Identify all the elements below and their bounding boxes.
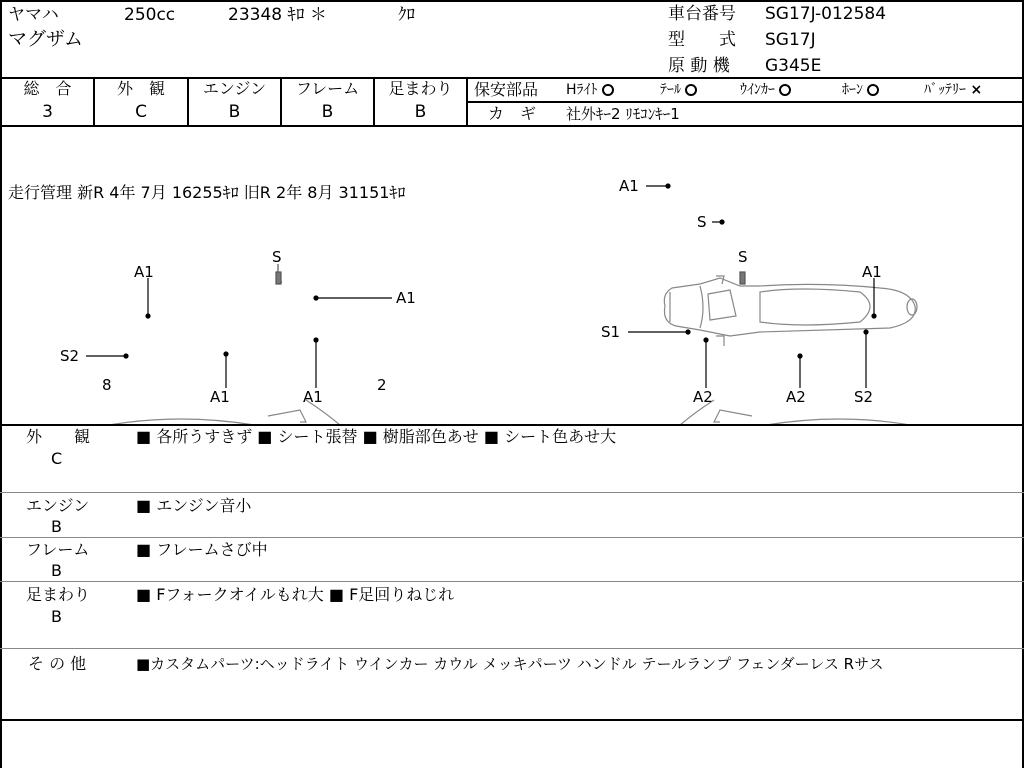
safety-battery: ﾊﾞｯﾃﾘｰ × <box>924 82 983 98</box>
rule <box>0 492 1024 493</box>
diagram-label: S <box>697 213 707 231</box>
engine-grade-label: エンジン <box>202 79 267 98</box>
remark-text: ■カスタムパーツ:ヘッドライト ウインカー カウル メッキパーツ ハンドル テールランプ フェンダーレス Rサス <box>136 655 884 673</box>
color: ｸﾛ <box>398 5 415 25</box>
remark-grade: B <box>51 561 62 580</box>
safety-label: 保安部品 <box>474 80 539 99</box>
diagram-label: S2 <box>854 388 874 406</box>
ok-circle-icon <box>602 84 614 96</box>
frame-no: SG17J-012584 <box>765 4 887 24</box>
remark-label: フレーム <box>26 540 90 559</box>
rule <box>0 581 1024 582</box>
ng-cross-icon: × <box>970 82 983 98</box>
overall-label: 総 合 <box>23 79 72 98</box>
diagram-label: S <box>272 248 282 266</box>
ok-circle-icon <box>867 84 879 96</box>
remark-label: エンジン <box>26 496 90 515</box>
engine-label: 原 動 機 <box>668 56 730 76</box>
damage-diagram <box>0 126 1024 426</box>
diagram-label: A1 <box>862 263 882 281</box>
remark-grade: B <box>51 607 62 626</box>
remark-text: ■ Fフォークオイルもれ大 ■ F足回りねじれ <box>136 585 455 604</box>
diagram-label: A2 <box>786 388 806 406</box>
diagram-label: A1 <box>303 388 323 406</box>
rule <box>468 101 1024 103</box>
remark-grade: C <box>51 449 63 468</box>
displacement: 250cc <box>124 5 176 25</box>
diagram-label: 8 <box>102 376 112 394</box>
remark-text: ■ 各所うすきず ■ シート張替 ■ 樹脂部色あせ ■ シート色あせ大 <box>136 427 617 446</box>
diagram-label: S2 <box>60 347 80 365</box>
frame-grade-label: フレーム <box>295 79 360 98</box>
safety-winker: ｳｲﾝｶｰ <box>740 81 791 99</box>
exterior-label: 外 観 <box>116 79 165 98</box>
engine-grade: B <box>228 102 241 122</box>
frame-no-label: 車台番号 <box>668 4 736 24</box>
rule <box>466 77 468 126</box>
frame-grade: B <box>321 102 334 122</box>
remark-text: ■ エンジン音小 <box>136 496 252 515</box>
diagram-label: 2 <box>377 376 387 394</box>
diagram-label: A1 <box>396 289 416 307</box>
remark-label: 足まわり <box>26 585 91 604</box>
diagram-label: A1 <box>619 177 639 195</box>
remark-label: そ の 他 <box>28 654 87 673</box>
type-label: 型 式 <box>668 30 736 50</box>
remark-label: 外 観 <box>26 427 91 446</box>
remark-grade: B <box>51 517 62 536</box>
exterior-grade: C <box>135 102 147 122</box>
mileage: 23348 ｷﾛ ＊ <box>228 5 327 25</box>
diagram-label: A1 <box>134 263 154 281</box>
diagram-label: S <box>738 248 748 266</box>
suspension-grade: B <box>414 102 427 122</box>
diagram-label: A1 <box>210 388 230 406</box>
safety-headlight: Hﾗｲﾄ <box>566 81 614 99</box>
rule <box>0 719 1024 721</box>
right-side-scooter <box>638 272 919 426</box>
top-view-scooter <box>664 276 917 346</box>
ok-circle-icon <box>779 84 791 96</box>
left-side-scooter <box>101 264 384 426</box>
type-value: SG17J <box>765 30 816 50</box>
remark-text: ■ フレームさび中 <box>136 540 268 559</box>
safety-horn: ﾎｰﾝ <box>842 81 879 99</box>
model-name: マグザム <box>8 28 84 50</box>
rule <box>0 424 1024 426</box>
border-top <box>0 0 1024 2</box>
overall-grade: 3 <box>42 102 53 122</box>
rule <box>0 537 1024 538</box>
suspension-grade-label: 足まわり <box>388 79 453 98</box>
ok-circle-icon <box>685 84 697 96</box>
engine-value: G345E <box>765 56 822 76</box>
diagram-label: S1 <box>601 323 621 341</box>
key-value: 社外ｷｰ2 ﾘﾓｺﾝｷｰ1 <box>566 105 680 123</box>
maker: ヤマハ <box>8 5 59 25</box>
diagram-label: A2 <box>693 388 713 406</box>
rule <box>0 648 1024 649</box>
odometer-note: 走行管理 新R 4年 7月 16255ｷﾛ 旧R 2年 8月 31151ｷﾛ <box>8 183 406 202</box>
safety-tail: ﾃｰﾙ <box>660 81 697 99</box>
key-label: カ ギ <box>488 104 537 123</box>
